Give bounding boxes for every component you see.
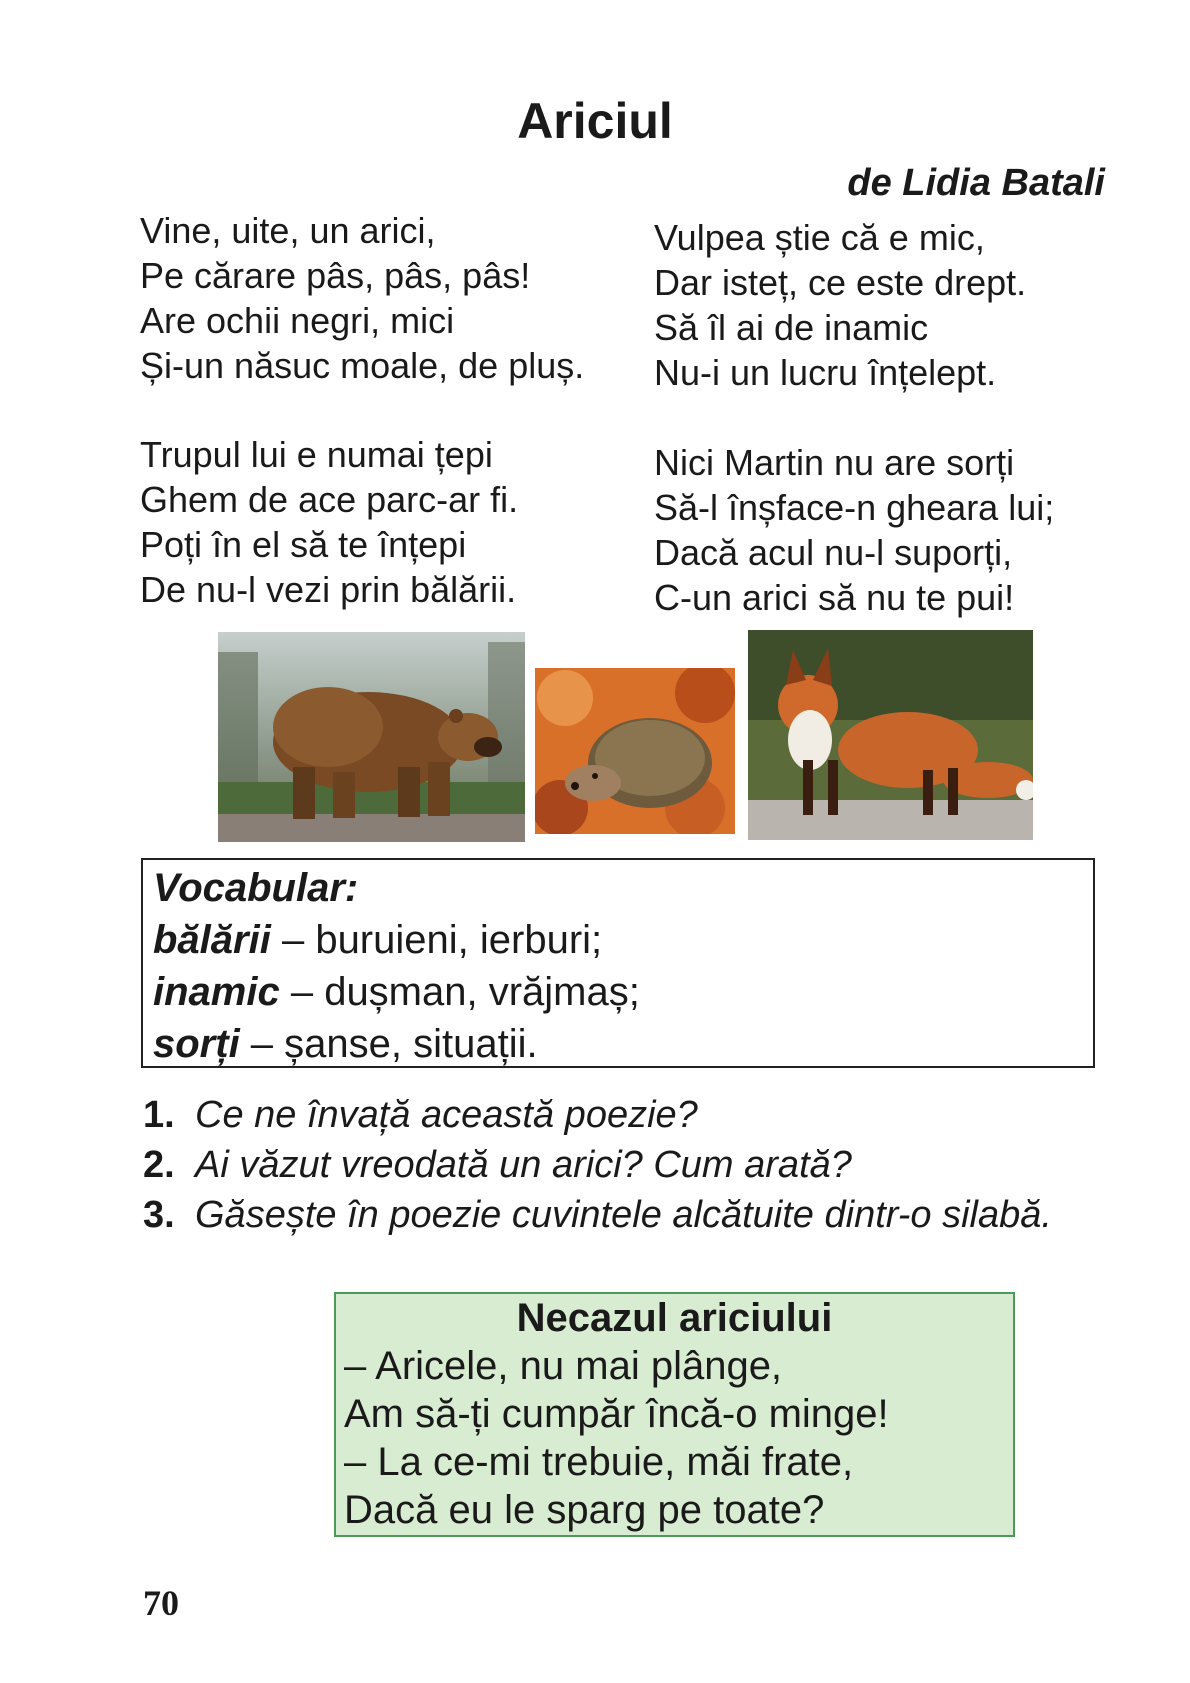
poem-box-line: – Aricele, nu mai plânge, [344, 1344, 783, 1388]
page-number: 70 [143, 1583, 179, 1623]
question-text: Găsește în poezie cuvintele alcătuite dintr-o silabă. [195, 1194, 1052, 1236]
vocabulary-heading: Vocabular: [153, 866, 359, 910]
stanza-3 [140, 432, 518, 612]
question-number: 3. [143, 1194, 175, 1236]
poem-title: Ariciul [517, 93, 673, 149]
vocabulary-entry [153, 914, 1083, 966]
vocabulary-definition: – dușman, vrăjmaș; [279, 970, 640, 1014]
poem-box-line: Am să-ți cumpăr încă-o minge! [344, 1392, 889, 1436]
verse-line: Pe cărare pâs, pâs, pâs! [140, 255, 531, 296]
verse-line: Nu-i un lucru înțelept. [654, 352, 997, 393]
vocabulary-term: bălării [153, 918, 271, 962]
vocabulary-entry [153, 966, 1083, 1018]
verse-line: Nici Martin nu are sorți [654, 442, 1015, 483]
stanza-1 [140, 208, 584, 388]
verse-line: De nu-l vezi prin bălării. [140, 569, 517, 610]
question-number: 1. [143, 1094, 175, 1136]
poem-box-title: Necazul ariciului [516, 1296, 833, 1340]
question-text: Ce ne învață această poezie? [195, 1094, 698, 1136]
bear-photo [218, 632, 525, 842]
vocabulary-definition: – buruieni, ierburi; [270, 918, 603, 962]
verse-line: Trupul lui e numai țepi [140, 434, 493, 475]
question-item [143, 1190, 1103, 1240]
poem-box [334, 1292, 1015, 1537]
poem-box-line: – La ce-mi trebuie, măi frate, [344, 1440, 854, 1484]
question-item [143, 1090, 1103, 1140]
question-number: 2. [143, 1144, 175, 1186]
vocabulary-term: inamic [153, 970, 280, 1014]
verse-line: Dacă acul nu-l suporți, [654, 532, 1013, 573]
poem-author: de Lidia Batali [847, 162, 1105, 204]
verse-line: Și-un năsuc moale, de pluș. [140, 345, 585, 386]
fox-photo [748, 630, 1033, 840]
questions-list [143, 1090, 1103, 1240]
poem-box-line: Dacă eu le sparg pe toate? [344, 1488, 825, 1532]
verse-line: Să-l înșface-n gheara lui; [654, 487, 1055, 528]
vocabulary-definition: – șanse, situații. [239, 1022, 538, 1066]
hedgehog-photo [535, 668, 735, 834]
verse-line: Dar isteț, ce este drept. [654, 262, 1027, 303]
verse-line: Vulpea știe că e mic, [654, 217, 985, 258]
stanza-2 [654, 215, 1026, 395]
vocabulary-entry [153, 1018, 1083, 1070]
verse-line: Ghem de ace parc-ar fi. [140, 479, 519, 520]
verse-line: C-un arici să nu te pui! [654, 577, 1015, 618]
verse-line: Să îl ai de inamic [654, 307, 929, 348]
verse-line: Are ochii negri, mici [140, 300, 455, 341]
verse-line: Poți în el să te înțepi [140, 524, 467, 565]
vocabulary-term: sorți [153, 1022, 240, 1066]
vocabulary-box [141, 858, 1095, 1068]
question-text: Ai văzut vreodată un arici? Cum arată? [195, 1144, 852, 1186]
question-item [143, 1140, 1103, 1190]
verse-line: Vine, uite, un arici, [140, 210, 436, 251]
stanza-4 [654, 440, 1054, 620]
